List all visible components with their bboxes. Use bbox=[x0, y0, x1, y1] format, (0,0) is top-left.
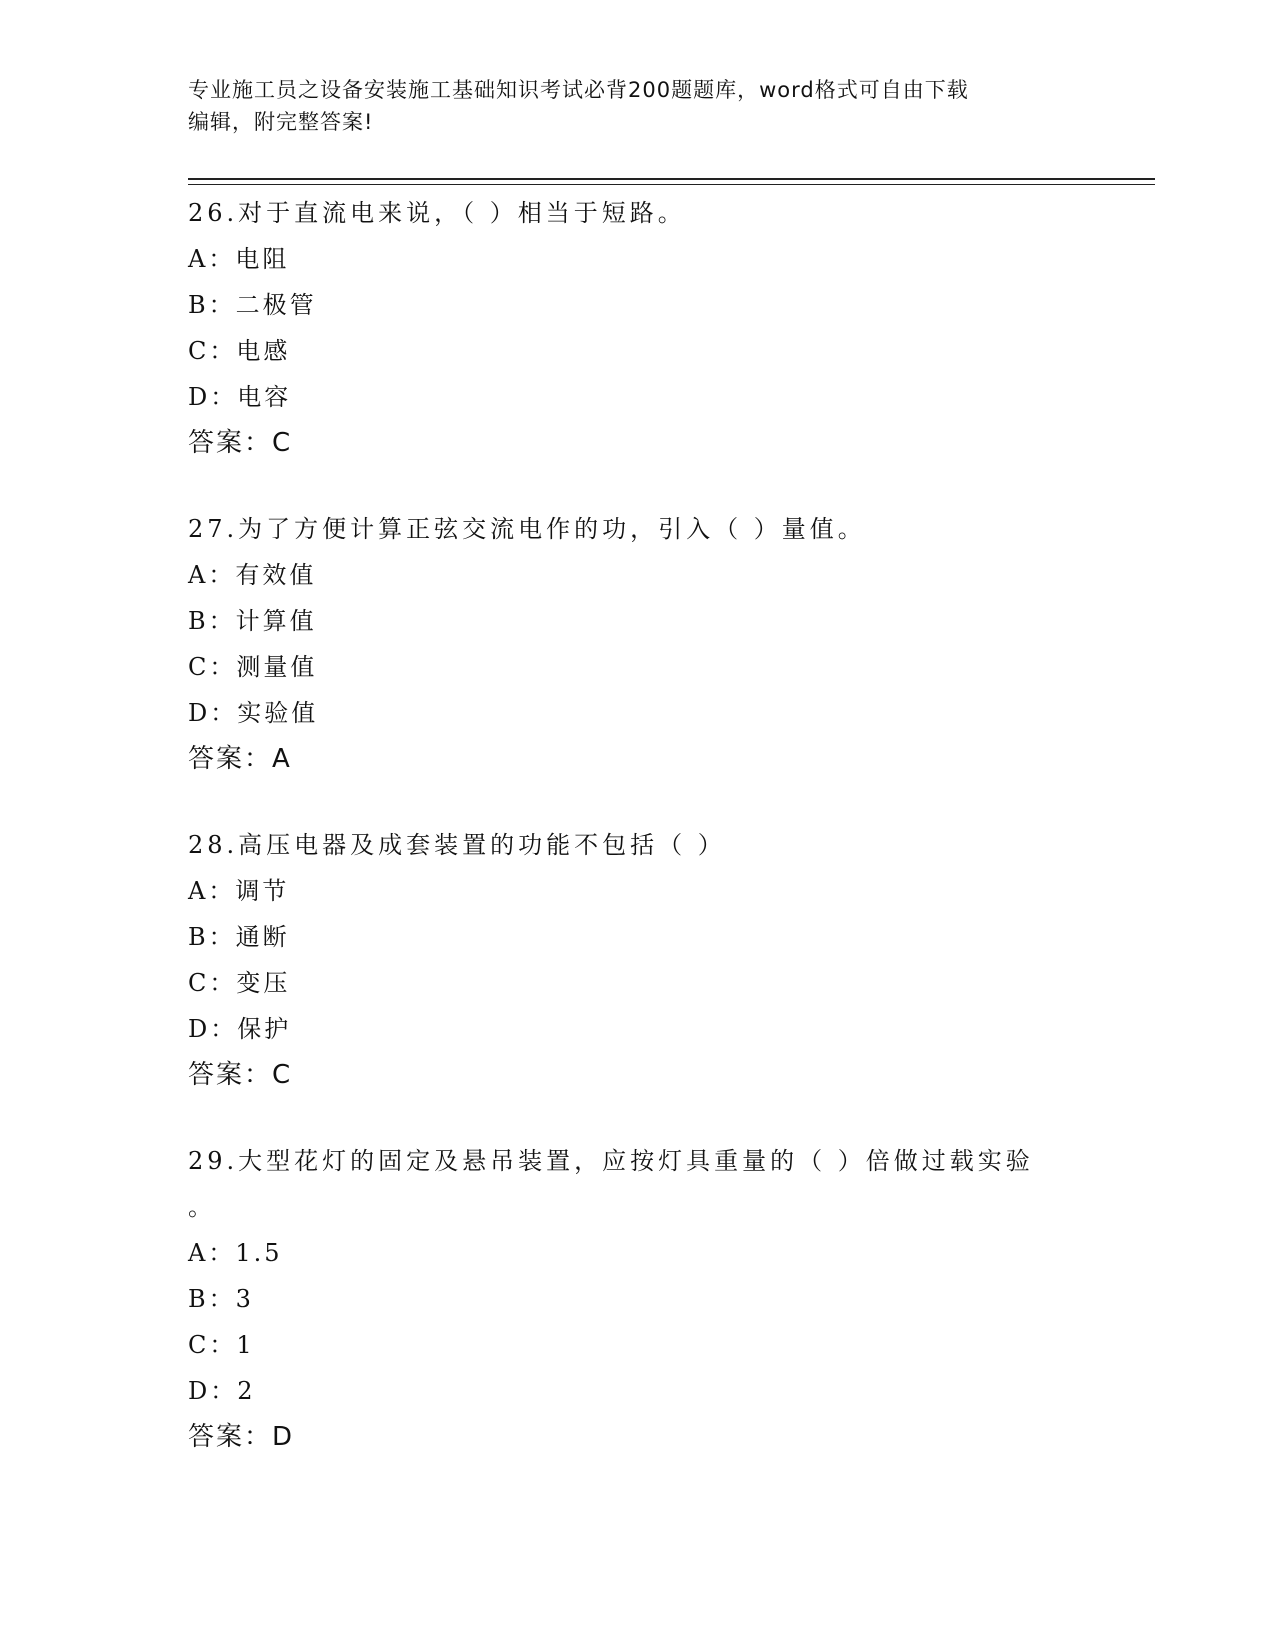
option-d: D：实验值 bbox=[188, 699, 319, 727]
header-line-2: 编辑，附完整答案! bbox=[188, 110, 374, 134]
option-d: D：保护 bbox=[188, 1015, 292, 1043]
question-list bbox=[188, 190, 1088, 1460]
option-a: A：电阻 bbox=[188, 245, 290, 273]
option-c: C：电感 bbox=[188, 337, 291, 365]
option-b: B：计算值 bbox=[188, 607, 317, 635]
question-spacer bbox=[188, 1098, 1088, 1138]
question-27 bbox=[188, 506, 1088, 782]
option-a: A：1.5 bbox=[188, 1239, 283, 1267]
option-c: C：变压 bbox=[188, 969, 291, 997]
answer: 答案：C bbox=[188, 428, 293, 458]
question-spacer bbox=[188, 466, 1088, 506]
option-a: A：调节 bbox=[188, 877, 290, 905]
header-line-1: 专业施工员之设备安装施工基础知识考试必背200题题库，word格式可自由下载 bbox=[188, 78, 969, 102]
option-c: C：测量值 bbox=[188, 653, 318, 681]
question-text: 26.对于直流电来说，（ ）相当于短路。 bbox=[188, 199, 686, 227]
question-text: 29.大型花灯的固定及悬吊装置，应按灯具重量的（ ）倍做过载实验 bbox=[188, 1147, 1034, 1175]
question-28 bbox=[188, 822, 1088, 1098]
question-text: 28.高压电器及成套装置的功能不包括（ ） bbox=[188, 831, 726, 859]
document-header bbox=[188, 74, 1068, 138]
option-d: D：电容 bbox=[188, 383, 292, 411]
question-29 bbox=[188, 1138, 1088, 1460]
question-text: 27.为了方便计算正弦交流电作的功，引入（ ）量值。 bbox=[188, 515, 866, 543]
option-a: A：有效值 bbox=[188, 561, 317, 589]
option-c: C：1 bbox=[188, 1331, 255, 1359]
answer: 答案：D bbox=[188, 1422, 295, 1452]
header-rule-thick bbox=[188, 178, 1155, 180]
question-spacer bbox=[188, 782, 1088, 822]
option-b: B：二极管 bbox=[188, 291, 317, 319]
answer: 答案：A bbox=[188, 744, 292, 774]
question-text-continuation: 。 bbox=[188, 1193, 216, 1221]
option-d: D：2 bbox=[188, 1377, 256, 1405]
answer: 答案：C bbox=[188, 1060, 293, 1090]
header-rule-thin bbox=[188, 184, 1155, 185]
option-b: B：通断 bbox=[188, 923, 290, 951]
question-26 bbox=[188, 190, 1088, 466]
option-b: B：3 bbox=[188, 1285, 254, 1313]
